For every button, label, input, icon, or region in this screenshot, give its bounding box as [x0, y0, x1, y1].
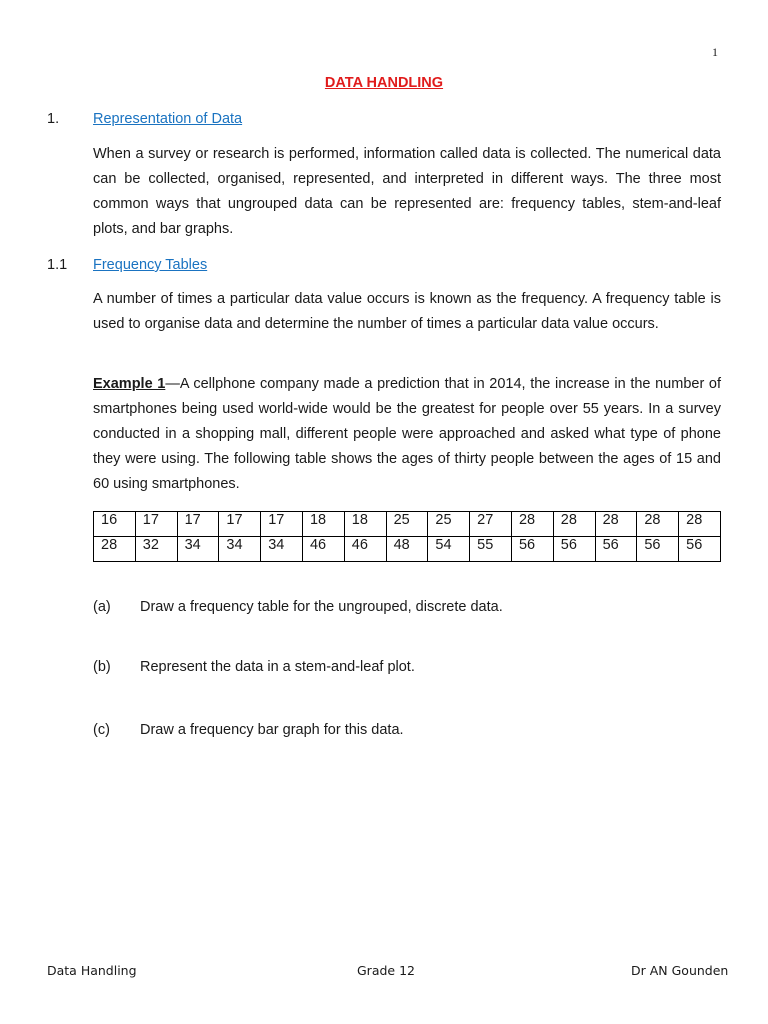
example-paragraph: [93, 372, 721, 497]
table-cell: 18: [302, 512, 344, 537]
table-cell: 56: [511, 537, 553, 562]
question-label: (b): [93, 659, 111, 675]
table-cell: 34: [261, 537, 303, 562]
table-cell: 56: [595, 537, 637, 562]
section-heading-representation[interactable]: Representation of Data: [93, 111, 243, 127]
table-cell: 55: [470, 537, 512, 562]
table-cell: 46: [302, 537, 344, 562]
question-label: (c): [93, 722, 110, 738]
table-cell: 56: [553, 537, 595, 562]
table-cell: 16: [94, 512, 136, 537]
question-label: (a): [93, 599, 111, 615]
ages-table: [93, 511, 721, 562]
table-cell: 28: [553, 512, 595, 537]
table-row: [94, 537, 721, 562]
question-text: Draw a frequency table for the ungrouped, discrete data.: [140, 599, 503, 615]
table-cell: 32: [135, 537, 177, 562]
table-cell: 17: [261, 512, 303, 537]
page-number: 1: [712, 45, 718, 59]
table-cell: 25: [386, 512, 428, 537]
table-cell: 18: [344, 512, 386, 537]
frequency-paragraph: A number of times a particular data value occurs is known as the frequency. A frequency table is used to organise data and determine the number of times a particular data value occurs.: [93, 291, 721, 332]
subsection-number: 1.1: [47, 257, 68, 273]
table-cell: 17: [177, 512, 219, 537]
footer-right: Dr AN Gounden: [631, 963, 729, 978]
table-cell: 56: [679, 537, 721, 562]
page-title: DATA HANDLING: [324, 75, 444, 91]
table-cell: 17: [135, 512, 177, 537]
table-cell: 28: [511, 512, 553, 537]
table-cell: 34: [219, 537, 261, 562]
table-cell: 27: [470, 512, 512, 537]
table-cell: 25: [428, 512, 470, 537]
footer-center: Grade 12: [357, 963, 415, 978]
table-cell: 46: [344, 537, 386, 562]
table-row: [94, 512, 721, 537]
question-text: Represent the data in a stem-and-leaf plot.: [140, 659, 415, 675]
table-cell: 56: [637, 537, 679, 562]
example-label: Example 1: [93, 376, 166, 392]
subsection-heading-frequency-tables[interactable]: Frequency Tables: [93, 257, 208, 273]
footer-left: Data Handling: [47, 963, 137, 978]
table-cell: 17: [219, 512, 261, 537]
table-cell: 48: [386, 537, 428, 562]
example-text: —A cellphone company made a prediction that in 2014, the increase in the number of smartphones being used world-wide would be the greatest for people over 55 years. In a survey conducted in a shopping mall, different people were approached and asked what type of phone they were using. The following table shows the ages of thirty people between the ages of 15 and 60 using smartphones.: [93, 376, 721, 492]
question-text: Draw a frequency bar graph for this data.: [140, 722, 404, 738]
table-cell: 28: [595, 512, 637, 537]
intro-paragraph: When a survey or research is performed, information called data is collected. The numerical data can be collected, organised, represented, and interpreted in different ways. The three most common ways that ungrouped data can be represented are: frequency tables, stem-and-leaf plots, and bar graphs.: [93, 146, 721, 237]
section-number: 1.: [47, 111, 60, 127]
table-cell: 28: [94, 537, 136, 562]
table-cell: 54: [428, 537, 470, 562]
table-cell: 34: [177, 537, 219, 562]
table-cell: 28: [679, 512, 721, 537]
table-cell: 28: [637, 512, 679, 537]
